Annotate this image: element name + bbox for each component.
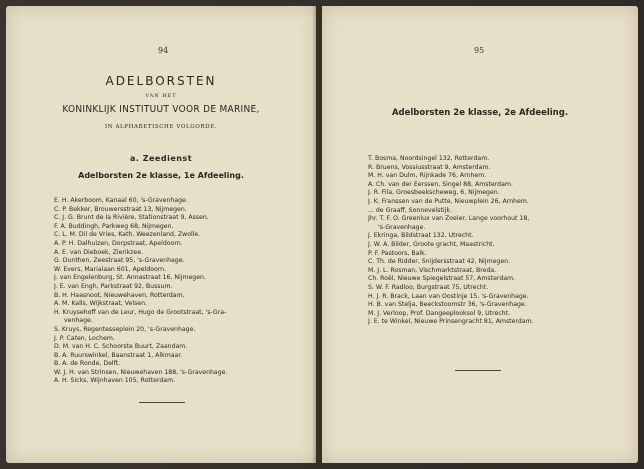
list-item: M. H. van Dulm, Rijnkade 76, Arnhem. — [368, 172, 487, 180]
list-item: S. W. F. Radloo, Burgstraat 75, Utrecht. — [368, 283, 489, 291]
list-item: D. M. van H. C. Schoorste Buurt, Zaandam. — [54, 343, 188, 351]
list-item: A. E. van Dieboek, Zierikzee. — [54, 248, 144, 256]
section-heading: a. Zeedienst — [129, 154, 193, 163]
list-item: F. A. Buddingh, Parkweg 68, Nijmegen. — [54, 222, 174, 230]
list-item: W. J. H. van Strinsen, Nieuwehaven 188, 's-Gravenhage. — [54, 368, 228, 376]
list-item: T. Bosma, Noordsingel 132, Rotterdam. — [368, 155, 490, 162]
list-item: A. M. Kalls, Wijkstraat, Velsen. — [54, 300, 148, 308]
list-item: J. E. te Winkel, Nieuwe Prinsengracht 81, Amsterdam. — [368, 318, 534, 326]
class-heading-right: Adelborsten 2e klasse, 2e Afdeeling. — [391, 108, 569, 118]
list-item: Jhr. T. F. O. Greenlux van Zoeler, Lange voorhout 18, — [368, 215, 530, 223]
divider-rule-left — [139, 402, 185, 403]
divider-rule-right — [455, 370, 501, 371]
list-item: J. W. A. Bilder, Groote gracht, Maastricht. — [368, 240, 495, 248]
class-heading-left: Adelborsten 2e klasse, 1e Afdeeling. — [78, 171, 244, 180]
institute-name: KONINKLIJK INSTITUUT VOOR DE MARINE, — [62, 104, 260, 115]
list-item: J. P. Caten, Lochem. — [54, 334, 115, 342]
list-item: H. J. R. Brack, Laan van Oostinje 15, 's-Gravenhage. — [368, 292, 529, 300]
list-item: A. P. H. Dalhuizen, Dorpstraat, Apeldoorn. — [54, 239, 183, 247]
list-item: C. L. M. Dil de Vries, Kath. Weezenland, Zwolle. — [54, 231, 201, 239]
list-item: B. H. Haasnoot, Nieuwehaven, Rotterdam. — [54, 291, 185, 299]
list-item: A. H. Sicks, Wijnhaven 105, Rotterdam. — [54, 377, 176, 385]
list-item: G. Dunthen, Zeestraat 95, 's-Gravenhage. — [54, 257, 185, 265]
list-item: W. Evers, Marialaan 601, Apeldoorn. — [54, 265, 167, 273]
list-item: ... de Graaff, Sonnevelstijk. — [368, 206, 452, 214]
list-item: E. H. Akerboom, Kanaal 60, 's-Gravenhage. — [54, 197, 188, 204]
page-number-right: 95 — [474, 46, 485, 55]
list-item: J. van Engelenburg, St. Annastraat 16, Nijmegen. — [54, 274, 206, 282]
page-number-left: 94 — [158, 46, 169, 55]
list-item: H. Kruysehoff van de Leur, Hugo de Grootstraat, 's-Gra- — [54, 308, 227, 316]
list-item: P. F. Pastoors, Balk. — [368, 249, 427, 257]
list-item: M. J. L. Rosman, Vischmarktstraat, Breda. — [368, 266, 497, 274]
left-page — [6, 6, 316, 463]
list-item: J. Ekringa, Bildstraat 132, Utrecht. — [368, 232, 474, 240]
list-item: B. A. Ruurswinkel, Baanstraat 1, Alkmaar. — [54, 351, 183, 359]
list-item: M. J. Verloop, Prof. Dangeeplooksol 9, Utrecht. — [368, 309, 511, 317]
list-item: 's-Gravenhage. — [378, 223, 426, 231]
list-item: S. Kruys, Regentesseplein 20, 's-Gravenhage. — [54, 325, 196, 333]
list-item: J. K. Franssen van de Putte, Nieuwplein 26, Arnhem. — [368, 197, 529, 205]
list-item: C. P. Bekker, Brouwersstraat 13, Nijmegen. — [54, 205, 187, 213]
list-item: H. B. van Stelja, Beeckstoomstr 36, 's-Gravenhage. — [368, 301, 527, 309]
cadet-list-left — [54, 197, 296, 386]
list-item: venhage. — [64, 317, 93, 325]
cadet-list-right — [368, 155, 620, 327]
list-item: C. J. G. Brunt de la Rivière, Stationstraat 9, Assen. — [54, 214, 209, 222]
list-item: B. A. de Ronde, Delft. — [54, 360, 121, 368]
list-item: A. Ch. van der Eerssen, Singel 88, Amsterdam. — [368, 180, 513, 188]
title-connector: VAN HET — [145, 93, 177, 99]
right-page — [322, 6, 638, 463]
list-item: R. Bruens, Vossiusstraat 9, Amsterdam. — [368, 163, 491, 171]
list-item: J. R. Fila, Groesbeekscheweg, 6, Nijmegen. — [368, 189, 500, 197]
list-item: C. Th. de Ridder, Snijdersstraat 42, Nijmegen. — [368, 258, 511, 266]
list-item: Ch. Roël, Nieuwe Spiegelstraat 57, Amsterdam. — [368, 275, 516, 283]
ordering-note: IN ALPHABETISCHE VOLGORDE. — [104, 124, 218, 130]
list-item: J. E. van Engh, Parkstraat 92, Bussum. — [54, 282, 173, 290]
page-title: ADELBORSTEN — [105, 74, 217, 88]
